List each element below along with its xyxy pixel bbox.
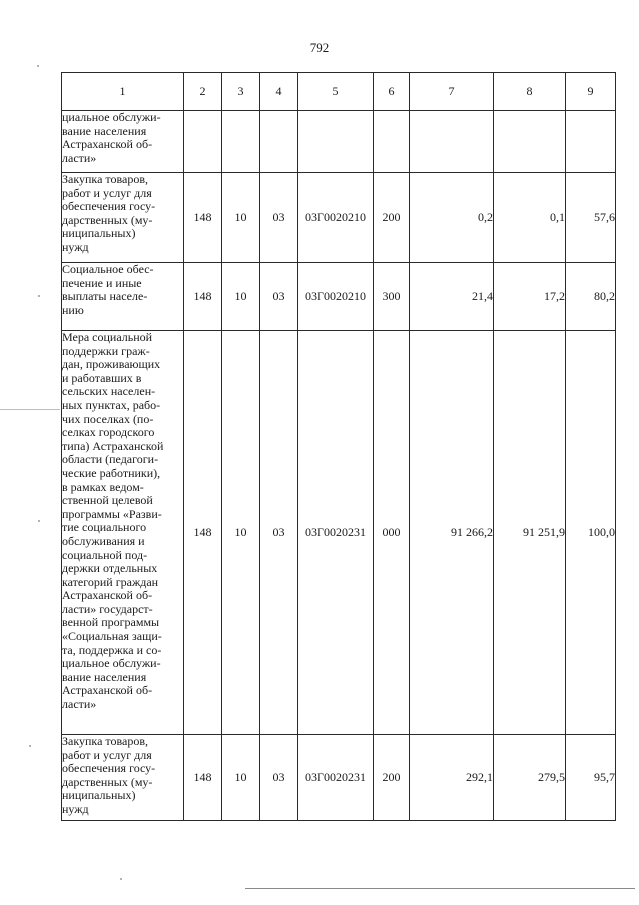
column-header-3: 3: [222, 73, 260, 111]
cell-code-3: 10: [222, 173, 260, 263]
cell-code-4: 03: [260, 735, 298, 821]
cell-value-7: 91 266,2: [410, 331, 494, 735]
cell-code-4: 03: [260, 173, 298, 263]
cell-code-3: 10: [222, 331, 260, 735]
cell-value-9: 80,2: [566, 263, 616, 331]
cell-value-7: 292,1: [410, 735, 494, 821]
row-description: Мера социальной поддержки граж- дан, проживающих и работавших в сельских населен- ных пунктах, рабо- чих поселках (по- селках городского типа) Астраханской области (педагоги- ческие работники), в рамках ведом- ственной целевой программы «Разви- тие социального обслуживания и социальной под- держки отдельных категорий граждан Астраханской об- ласти» государст- венной программы «Социальная защи- та, поддержка и со- циальное обслужи- вание населения Астраханской об- ласти»: [62, 331, 184, 735]
page-number: 792: [309, 40, 330, 55]
table-row: [62, 735, 616, 821]
column-header-6: 6: [374, 73, 410, 111]
cell-code-6: 200: [374, 173, 410, 263]
cell-value-7: 0,2: [410, 173, 494, 263]
column-header-1: 1: [62, 73, 184, 111]
cell-code-5: 03Г0020210: [298, 263, 374, 331]
cell-code-6: 200: [374, 735, 410, 821]
table-row: [62, 331, 616, 735]
cell-value-8: 91 251,9: [494, 331, 566, 735]
cell-code-5: 03Г0020210: [298, 173, 374, 263]
cell-code-3: [222, 111, 260, 173]
cell-code-4: [260, 111, 298, 173]
row-description: циальное обслужи- вание населения Астраханской об- ласти»: [62, 111, 184, 173]
scan-artifact-dot: [29, 745, 31, 747]
cell-code-5: [298, 111, 374, 173]
cell-code-5: 03Г0020231: [298, 735, 374, 821]
cell-code-2: 148: [184, 735, 222, 821]
cell-code-6: 000: [374, 331, 410, 735]
table-row: [62, 263, 616, 331]
column-header-2: 2: [184, 73, 222, 111]
budget-table: [61, 72, 616, 821]
cell-value-8: [494, 111, 566, 173]
cell-code-4: 03: [260, 263, 298, 331]
cell-value-7: [410, 111, 494, 173]
cell-value-9: 95,7: [566, 735, 616, 821]
cell-code-2: [184, 111, 222, 173]
scan-artifact-dot: [37, 65, 39, 67]
cell-value-9: [566, 111, 616, 173]
cell-value-9: 100,0: [566, 331, 616, 735]
header-row: [62, 73, 616, 111]
cell-value-8: 17,2: [494, 263, 566, 331]
column-header-9: 9: [566, 73, 616, 111]
cell-code-2: 148: [184, 173, 222, 263]
cell-code-5: 03Г0020231: [298, 331, 374, 735]
row-description: Закупка товаров, работ и услуг для обеспечения госу- дарственных (му- ниципальных) нужд: [62, 173, 184, 263]
cell-code-3: 10: [222, 263, 260, 331]
table-row: [62, 111, 616, 173]
cell-value-8: 279,5: [494, 735, 566, 821]
row-description: Социальное обес- печение и иные выплаты населе- нию: [62, 263, 184, 331]
cell-code-4: 03: [260, 331, 298, 735]
cell-code-3: 10: [222, 735, 260, 821]
column-header-5: 5: [298, 73, 374, 111]
column-header-8: 8: [494, 73, 566, 111]
scan-artifact-dot: [38, 295, 40, 297]
scan-artifact-dot: [120, 878, 122, 880]
cell-value-7: 21,4: [410, 263, 494, 331]
scan-artifact-line: [245, 888, 635, 889]
cell-value-9: 57,6: [566, 173, 616, 263]
cell-code-2: 148: [184, 263, 222, 331]
table-row: [62, 173, 616, 263]
cell-code-6: [374, 111, 410, 173]
scan-artifact-dot: [38, 520, 40, 522]
scan-artifact-line: [0, 409, 60, 410]
column-header-4: 4: [260, 73, 298, 111]
cell-value-8: 0,1: [494, 173, 566, 263]
cell-code-6: 300: [374, 263, 410, 331]
cell-code-2: 148: [184, 331, 222, 735]
column-header-7: 7: [410, 73, 494, 111]
row-description: Закупка товаров, работ и услуг для обеспечения госу- дарственных (му- ниципальных) нужд: [62, 735, 184, 821]
